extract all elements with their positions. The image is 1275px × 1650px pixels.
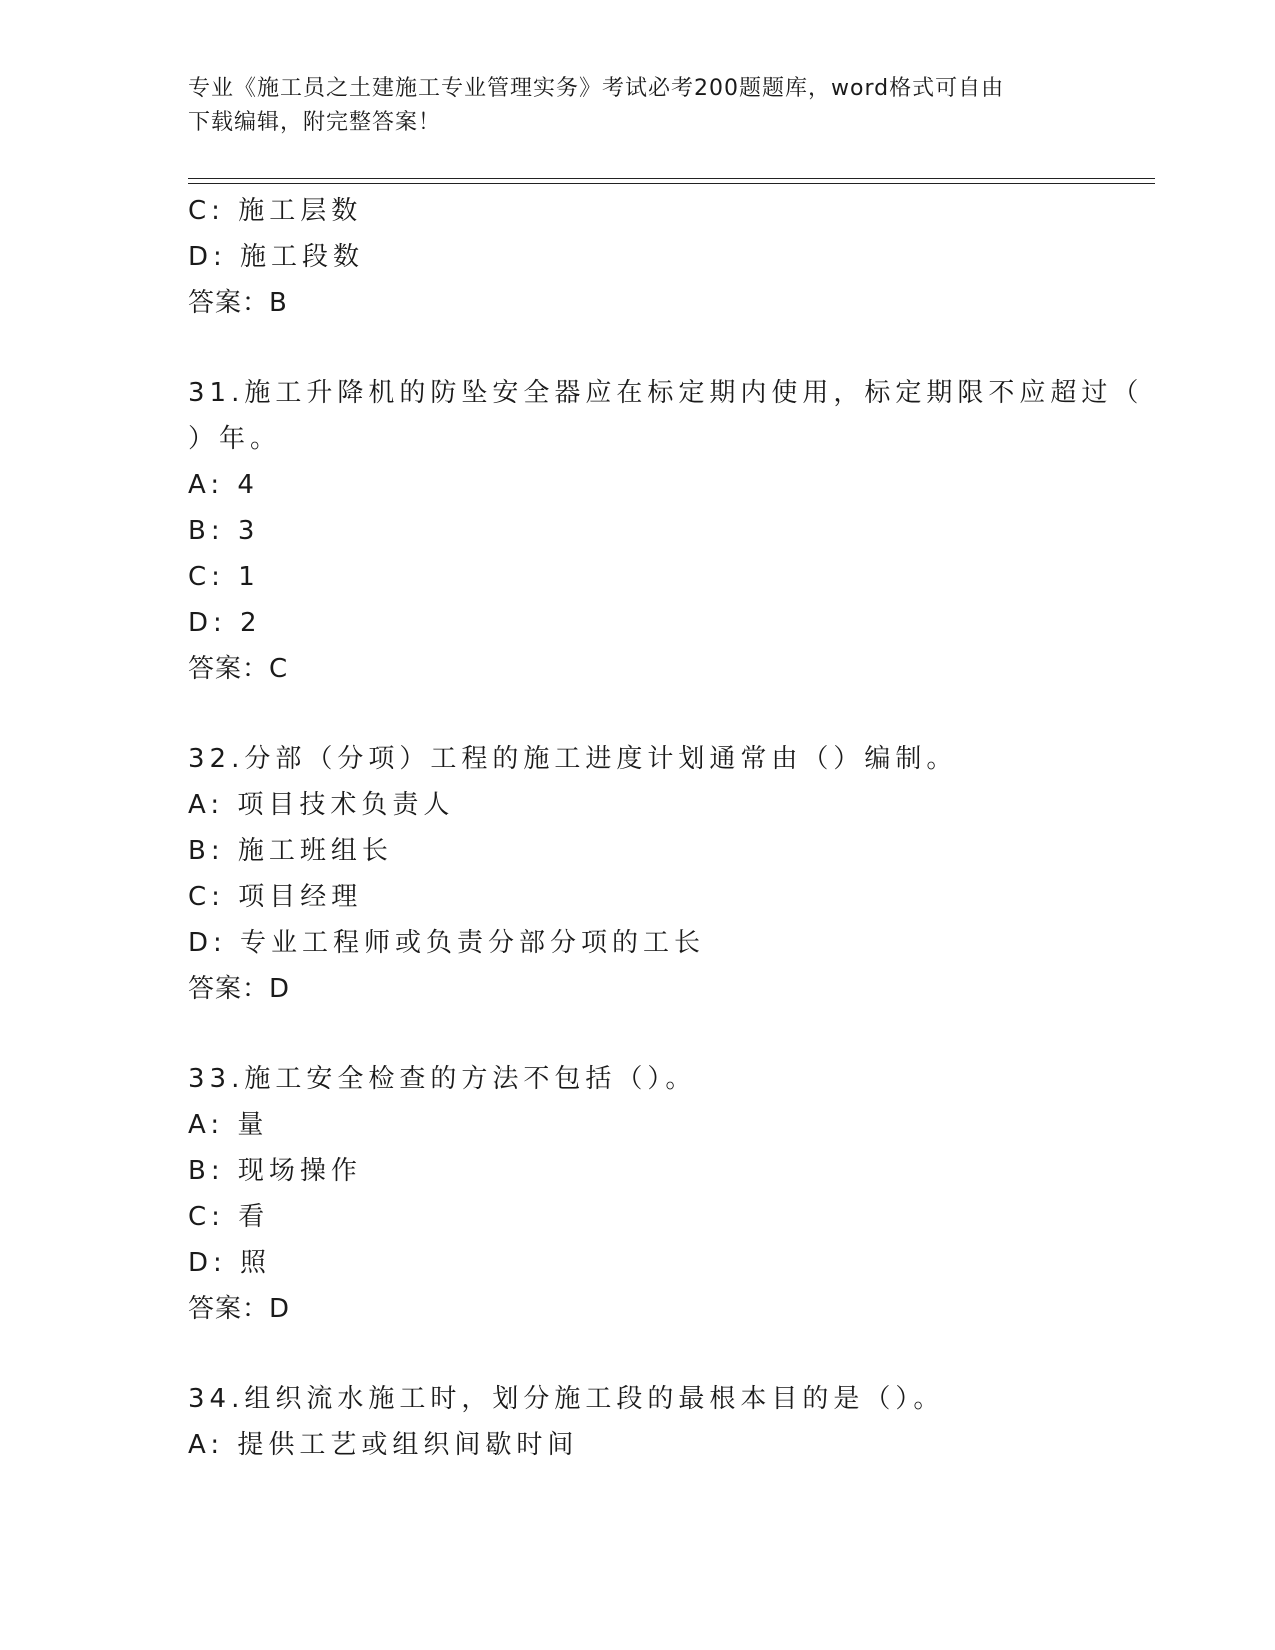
- option-a: [188, 782, 1148, 828]
- option-text: 4: [237, 470, 259, 500]
- option-label: A:: [188, 1430, 225, 1460]
- option-label: A:: [188, 1110, 225, 1140]
- option-label: B:: [188, 1156, 225, 1186]
- option-label: C:: [188, 196, 225, 226]
- option-c: [188, 554, 1148, 600]
- question-stem: [188, 736, 1148, 782]
- option-text: 照: [240, 1248, 272, 1278]
- answer-line: 答案：B: [188, 288, 288, 318]
- question-stem: [188, 370, 1148, 462]
- option-text: 专业工程师或负责分部分项的工长: [240, 928, 706, 958]
- question-stem-line-1: 34.组织流水施工时，划分施工段的最根本目的是（）。: [188, 1384, 945, 1414]
- option-text: 施工段数: [240, 242, 365, 272]
- option-label: C:: [188, 562, 225, 592]
- question-stem-line-1: 31.施工升降机的防坠安全器应在标定期内使用，标定期限不应超过（: [188, 378, 1144, 408]
- question-stem-line-1: 32.分部（分项）工程的施工进度计划通常由（）编制。: [188, 744, 958, 774]
- question-31: [188, 370, 1148, 692]
- option-d: [188, 920, 1148, 966]
- header-divider-bottom: [188, 183, 1155, 184]
- option-label: C:: [188, 882, 225, 912]
- option-label: D:: [188, 928, 227, 958]
- option-label: D:: [188, 608, 227, 638]
- option-text: 2: [240, 608, 262, 638]
- option-label: B:: [188, 836, 225, 866]
- option-a: [188, 1102, 1148, 1148]
- option-label: A:: [188, 790, 225, 820]
- carryover-block: [188, 188, 1148, 326]
- question-34: [188, 1376, 1148, 1468]
- question-stem: [188, 1376, 1148, 1422]
- option-c: [188, 188, 1148, 234]
- option-text: 看: [238, 1202, 270, 1232]
- option-d: [188, 600, 1148, 646]
- question-stem-line-1: 33.施工安全检查的方法不包括（）。: [188, 1064, 697, 1094]
- option-text: 现场操作: [237, 1156, 362, 1186]
- option-text: 1: [238, 562, 260, 592]
- option-text: 项目技术负责人: [237, 790, 455, 820]
- option-b: [188, 1148, 1148, 1194]
- option-label: B:: [188, 516, 225, 546]
- document-header: [188, 72, 1088, 140]
- option-label: A:: [188, 470, 225, 500]
- option-d: [188, 1240, 1148, 1286]
- option-text: 量: [237, 1110, 269, 1140]
- option-text: 3: [237, 516, 260, 546]
- option-c: [188, 874, 1148, 920]
- question-33: [188, 1056, 1148, 1332]
- option-label: D:: [188, 242, 227, 272]
- option-a: [188, 1422, 1148, 1468]
- option-label: C:: [188, 1202, 225, 1232]
- question-stem: [188, 1056, 1148, 1102]
- option-b: [188, 508, 1148, 554]
- option-text: 项目经理: [238, 882, 363, 912]
- answer-line: 答案：D: [188, 974, 291, 1004]
- question-stem-line-2: ）年。: [188, 424, 282, 454]
- question-list: [188, 188, 1148, 1468]
- option-text: 提供工艺或组织间歇时间: [237, 1430, 579, 1460]
- header-title-line-2: 下载编辑，附完整答案！: [188, 110, 442, 135]
- option-d: [188, 234, 1148, 280]
- header-divider-top: [188, 178, 1155, 179]
- answer-line: 答案：D: [188, 1294, 291, 1324]
- option-c: [188, 1194, 1148, 1240]
- option-label: D:: [188, 1248, 227, 1278]
- option-text: 施工层数: [238, 196, 363, 226]
- option-a: [188, 462, 1148, 508]
- answer-line: 答案：C: [188, 654, 289, 684]
- option-text: 施工班组长: [237, 836, 393, 866]
- option-b: [188, 828, 1148, 874]
- question-32: [188, 736, 1148, 1012]
- header-title-line-1: 专业《施工员之土建施工专业管理实务》考试必考200题题库，word格式可自由: [188, 76, 1005, 101]
